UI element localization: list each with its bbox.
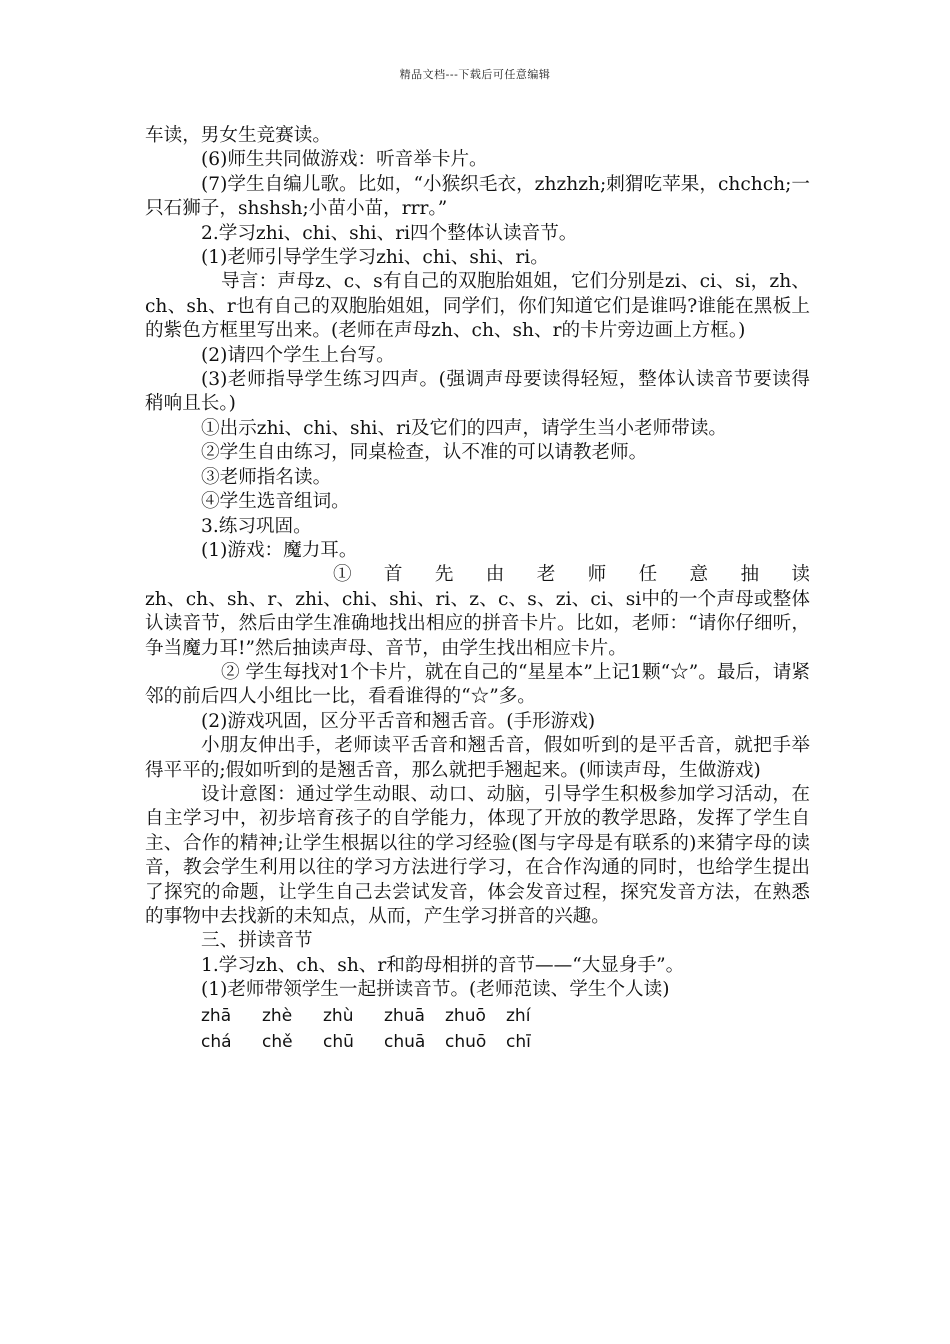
paragraph: (1)游戏：魔力耳。 [201, 539, 358, 561]
paragraph: 小朋友伸出手，老师读平舌音和翘舌音，假如听到的是平舌音，就把手举得平平的;假如听到的是翘舌音，那么就把手翘起来。(师读声母，生做游戏) [145, 735, 810, 781]
document-body [145, 124, 810, 1055]
paragraph: 1.学习zh、ch、sh、r和韵母相拼的音节——“大显身手”。 [201, 954, 685, 976]
paragraph: (2)游戏巩固，区分平舌音和翘舌音。(手形游戏) [201, 710, 596, 732]
paragraph: (2)请四个学生上台写。 [201, 344, 395, 366]
paragraph: (7)学生自编儿歌。比如，“小猴织毛衣，zhzhzh;刺猬吃苹果，chchch;一只石狮子，shshsh;小苗小苗，rrr。” [145, 173, 810, 220]
pinyin-syllable: chuā [384, 1031, 426, 1052]
paragraph: ③老师指名读。 [201, 466, 332, 488]
paragraph: ① 首 先 由 老 师 任 意 抽 读 [333, 564, 810, 586]
pinyin-row [145, 1029, 810, 1055]
pinyin-syllable: zhā [201, 1005, 232, 1026]
pinyin-syllable: zhuō [445, 1005, 486, 1026]
paragraph: (1)老师带领学生一起拼读音节。(老师范读、学生个人读) [201, 979, 670, 1001]
pinyin-syllable: zhù [323, 1005, 354, 1026]
paragraph: zh、ch、sh、r、zhi、chi、shi、ri、z、c、s、zi、ci、si中的一个声母或整体认读音节，然后由学生准确地找出相应的拼音卡片。比如，老师：“请你仔细听，争当魔力耳!”然后抽读声母、音节，由学生找出相应卡片。 [145, 588, 810, 659]
paragraph: 3.练习巩固。 [201, 515, 312, 537]
page-header: 精品文档---下载后可任意编辑 [399, 68, 551, 81]
paragraph: (3)老师指导学生练习四声。(强调声母要读得轻短，整体认读音节要读得稍响且长。) [145, 369, 810, 415]
pinyin-syllable: zhí [506, 1005, 531, 1026]
paragraph: ②学生自由练习，同桌检查，认不准的可以请教老师。 [201, 442, 648, 464]
paragraph: 设计意图：通过学生动眼、动口、动脑，引导学生积极参加学习活动，在自主学习中，初步培育孩子的自学能力，体现了开放的教学思路，发挥了学生自主、合作的精神;让学生根据以往的学习经验(图与字母是有联系的)来猜字母的读音，教会学生利用以往的学习方法进行学习，在合作沟通的同时，也给学生提出了探究的命题，让学生自己去尝试发音，体会发音过程，探究发音方法，在熟悉的事物中去找新的未知点，从而，产生学习拼音的兴趣。 [145, 783, 810, 927]
section-heading: 三、拼读音节 [201, 930, 313, 952]
paragraph: (6)师生共同做游戏：听音举卡片。 [201, 149, 488, 171]
pinyin-syllable: chě [262, 1031, 293, 1052]
pinyin-syllable: zhuā [384, 1005, 425, 1026]
pinyin-syllable: chī [506, 1031, 531, 1052]
pinyin-syllable: chuō [445, 1031, 487, 1052]
pinyin-syllable: chá [201, 1031, 232, 1052]
paragraph: 导言：声母z、c、s有自己的双胞胎姐姐，它们分别是zi、ci、si，zh、ch、sh、r也有自己的双胞胎姐姐，同学们，你们知道它们是谁吗?谁能在黑板上的紫色方框里写出来。(老师在声母zh、ch、sh、r的卡片旁边画上方框。) [145, 271, 810, 342]
paragraph: 2.学习zhi、chi、shi、ri四个整体认读音节。 [201, 222, 578, 244]
paragraph: 车读，男女生竞赛读。 [145, 125, 331, 146]
paragraph: ② 学生每找对1个卡片，就在自己的“星星本”上记1颗“☆”。最后，请紧邻的前后四人小组比一比，看看谁得的“☆”多。 [145, 661, 810, 708]
pinyin-row [145, 1003, 810, 1029]
paragraph: ①出示zhi、chi、shi、ri及它们的四声，请学生当小老师带读。 [201, 417, 728, 439]
pinyin-syllable: zhè [262, 1005, 293, 1026]
paragraph: (1)老师引导学生学习zhi、chi、shi、ri。 [201, 247, 549, 269]
pinyin-syllable: chū [323, 1031, 354, 1052]
paragraph: ④学生选音组词。 [201, 491, 350, 513]
